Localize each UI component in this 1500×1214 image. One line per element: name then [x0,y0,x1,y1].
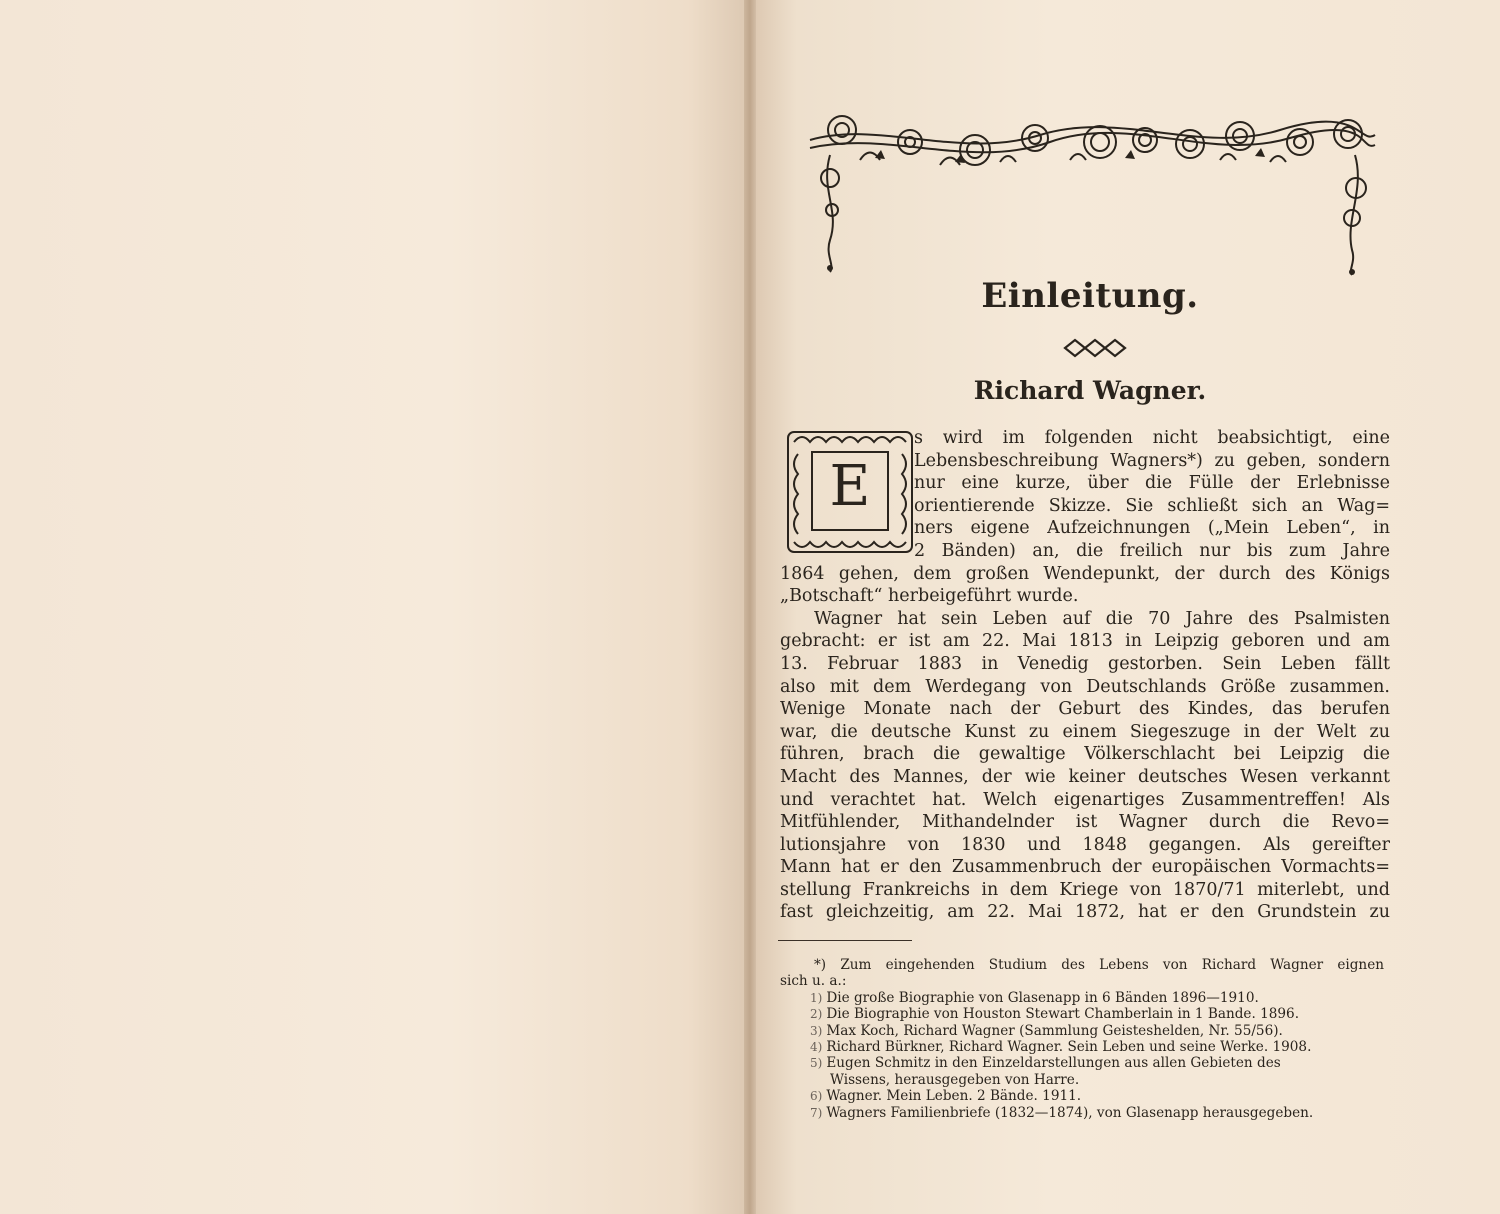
footnote-intro-cont: sich u. a.: [780,973,847,990]
footnote-text: Die große Biographie von Glasenapp in 6 Bänden 1896—1910. [826,989,1259,1006]
footnote-item [780,1105,1384,1121]
text-line: Lebensbeschreibung Wagners*) zu geben, sondern [914,450,1390,471]
text-line: ners eigene Aufzeichnungen („Mein Leben“, in [914,518,1390,539]
footnote-item [780,990,1384,1006]
footnote-item [780,1072,1384,1088]
text-line: gebracht: er ist am 22. Mai 1813 in Leipzig geboren und am [780,631,1390,652]
body-text [780,427,1390,924]
footnote-text: Eugen Schmitz in den Einzeldarstellungen aus allen Gebieten des [826,1055,1281,1072]
text-line: lutionsjahre von 1830 und 1848 gegangen. Als gereifter [780,834,1390,855]
footnote-text: Max Koch, Richard Wagner (Sammlung Geisteshelden, Nr. 55/56). [826,1022,1283,1039]
footnote-item [780,1006,1384,1022]
footnote-item [780,1023,1384,1039]
footnote-text: Die Biographie von Houston Stewart Chamberlain in 1 Bande. 1896. [826,1006,1300,1023]
text-line: s wird im folgenden nicht beabsichtigt, eine [914,428,1390,448]
text-line: „Botschaft“ herbeigeführt wurde. [780,586,1079,607]
text-line: 1864 gehen, dem großen Wendepunkt, der durch des Königs [780,563,1390,584]
text-line: nur eine kurze, über die Fülle der Erlebnisse [914,473,1390,494]
text-line: 2 Bänden) an, die freilich nur bis zum Jahre [914,540,1390,561]
footnote-item [780,1039,1384,1055]
footnote-number: 3) [810,1023,823,1038]
text-line: Wenige Monate nach der Geburt des Kindes, das berufen [780,699,1390,720]
footnote-intro: *) Zum eingehenden Studium des Lebens von Richard Wagner eignen [814,957,1384,973]
diamond-divider-ornament [1060,336,1130,360]
footnote-text: Richard Bürkner, Richard Wagner. Sein Leben und seine Werke. 1908. [826,1038,1312,1055]
dropcap-letter: E [829,454,871,519]
footnote-number: 6) [810,1089,823,1104]
text-line: orientierende Skizze. Sie schließt sich an Wag= [914,495,1390,516]
footnote-rule [778,940,912,941]
footnote-text: Wagner. Mein Leben. 2 Bände. 1911. [826,1088,1082,1105]
text-line: Mitfühlender, Mithandelnder ist Wagner durch die Revo= [780,812,1390,833]
left-page-blank [0,0,748,1214]
footnote-text: Wagners Familienbriefe (1832—1874), von Glasenapp herausgegeben. [826,1104,1314,1121]
text-line: fast gleichzeitig, am 22. Mai 1872, hat er den Grundstein zu [780,902,1390,923]
text-line: Wagner hat sein Leben auf die 70 Jahre des Psalmisten [814,608,1390,629]
footnote-item [780,1055,1384,1071]
footnote-number: 7) [810,1105,823,1120]
floral-header-ornament [800,100,1380,280]
page-title: Einleitung. [981,276,1199,316]
text-line: 13. Februar 1883 in Venedig gestorben. Sein Leben fällt [780,653,1390,674]
footnote-number: 5) [810,1056,823,1071]
text-line: Mann hat er den Zusammenbruch der europäischen Vormachts= [780,857,1390,878]
text-line: also mit dem Werdegang von Deutschlands Größe zusammen. [780,676,1390,697]
footnote-number: 4) [810,1039,823,1054]
footnote-text: Wissens, herausgegeben von Harre. [830,1071,1080,1088]
footnotes [780,957,1384,1121]
text-line: Macht des Mannes, der wie keiner deutsches Wesen verkannt [780,766,1390,787]
text-line: war, die deutsche Kunst zu einem Siegeszuge in der Welt zu [780,721,1390,742]
footnote-number: 1) [810,990,823,1005]
text-line: stellung Frankreichs in dem Kriege von 1870/71 miterlebt, und [780,879,1390,900]
book-gutter [744,0,756,1214]
footnote-item [780,1088,1384,1104]
chapter-subtitle: Richard Wagner. [973,376,1207,405]
text-line: führen, brach die gewaltige Völkerschlacht bei Leipzig die [780,744,1390,765]
footnote-number: 2) [810,1007,823,1022]
text-line: und verachtet hat. Welch eigenartiges Zusammentreffen! Als [780,789,1390,810]
